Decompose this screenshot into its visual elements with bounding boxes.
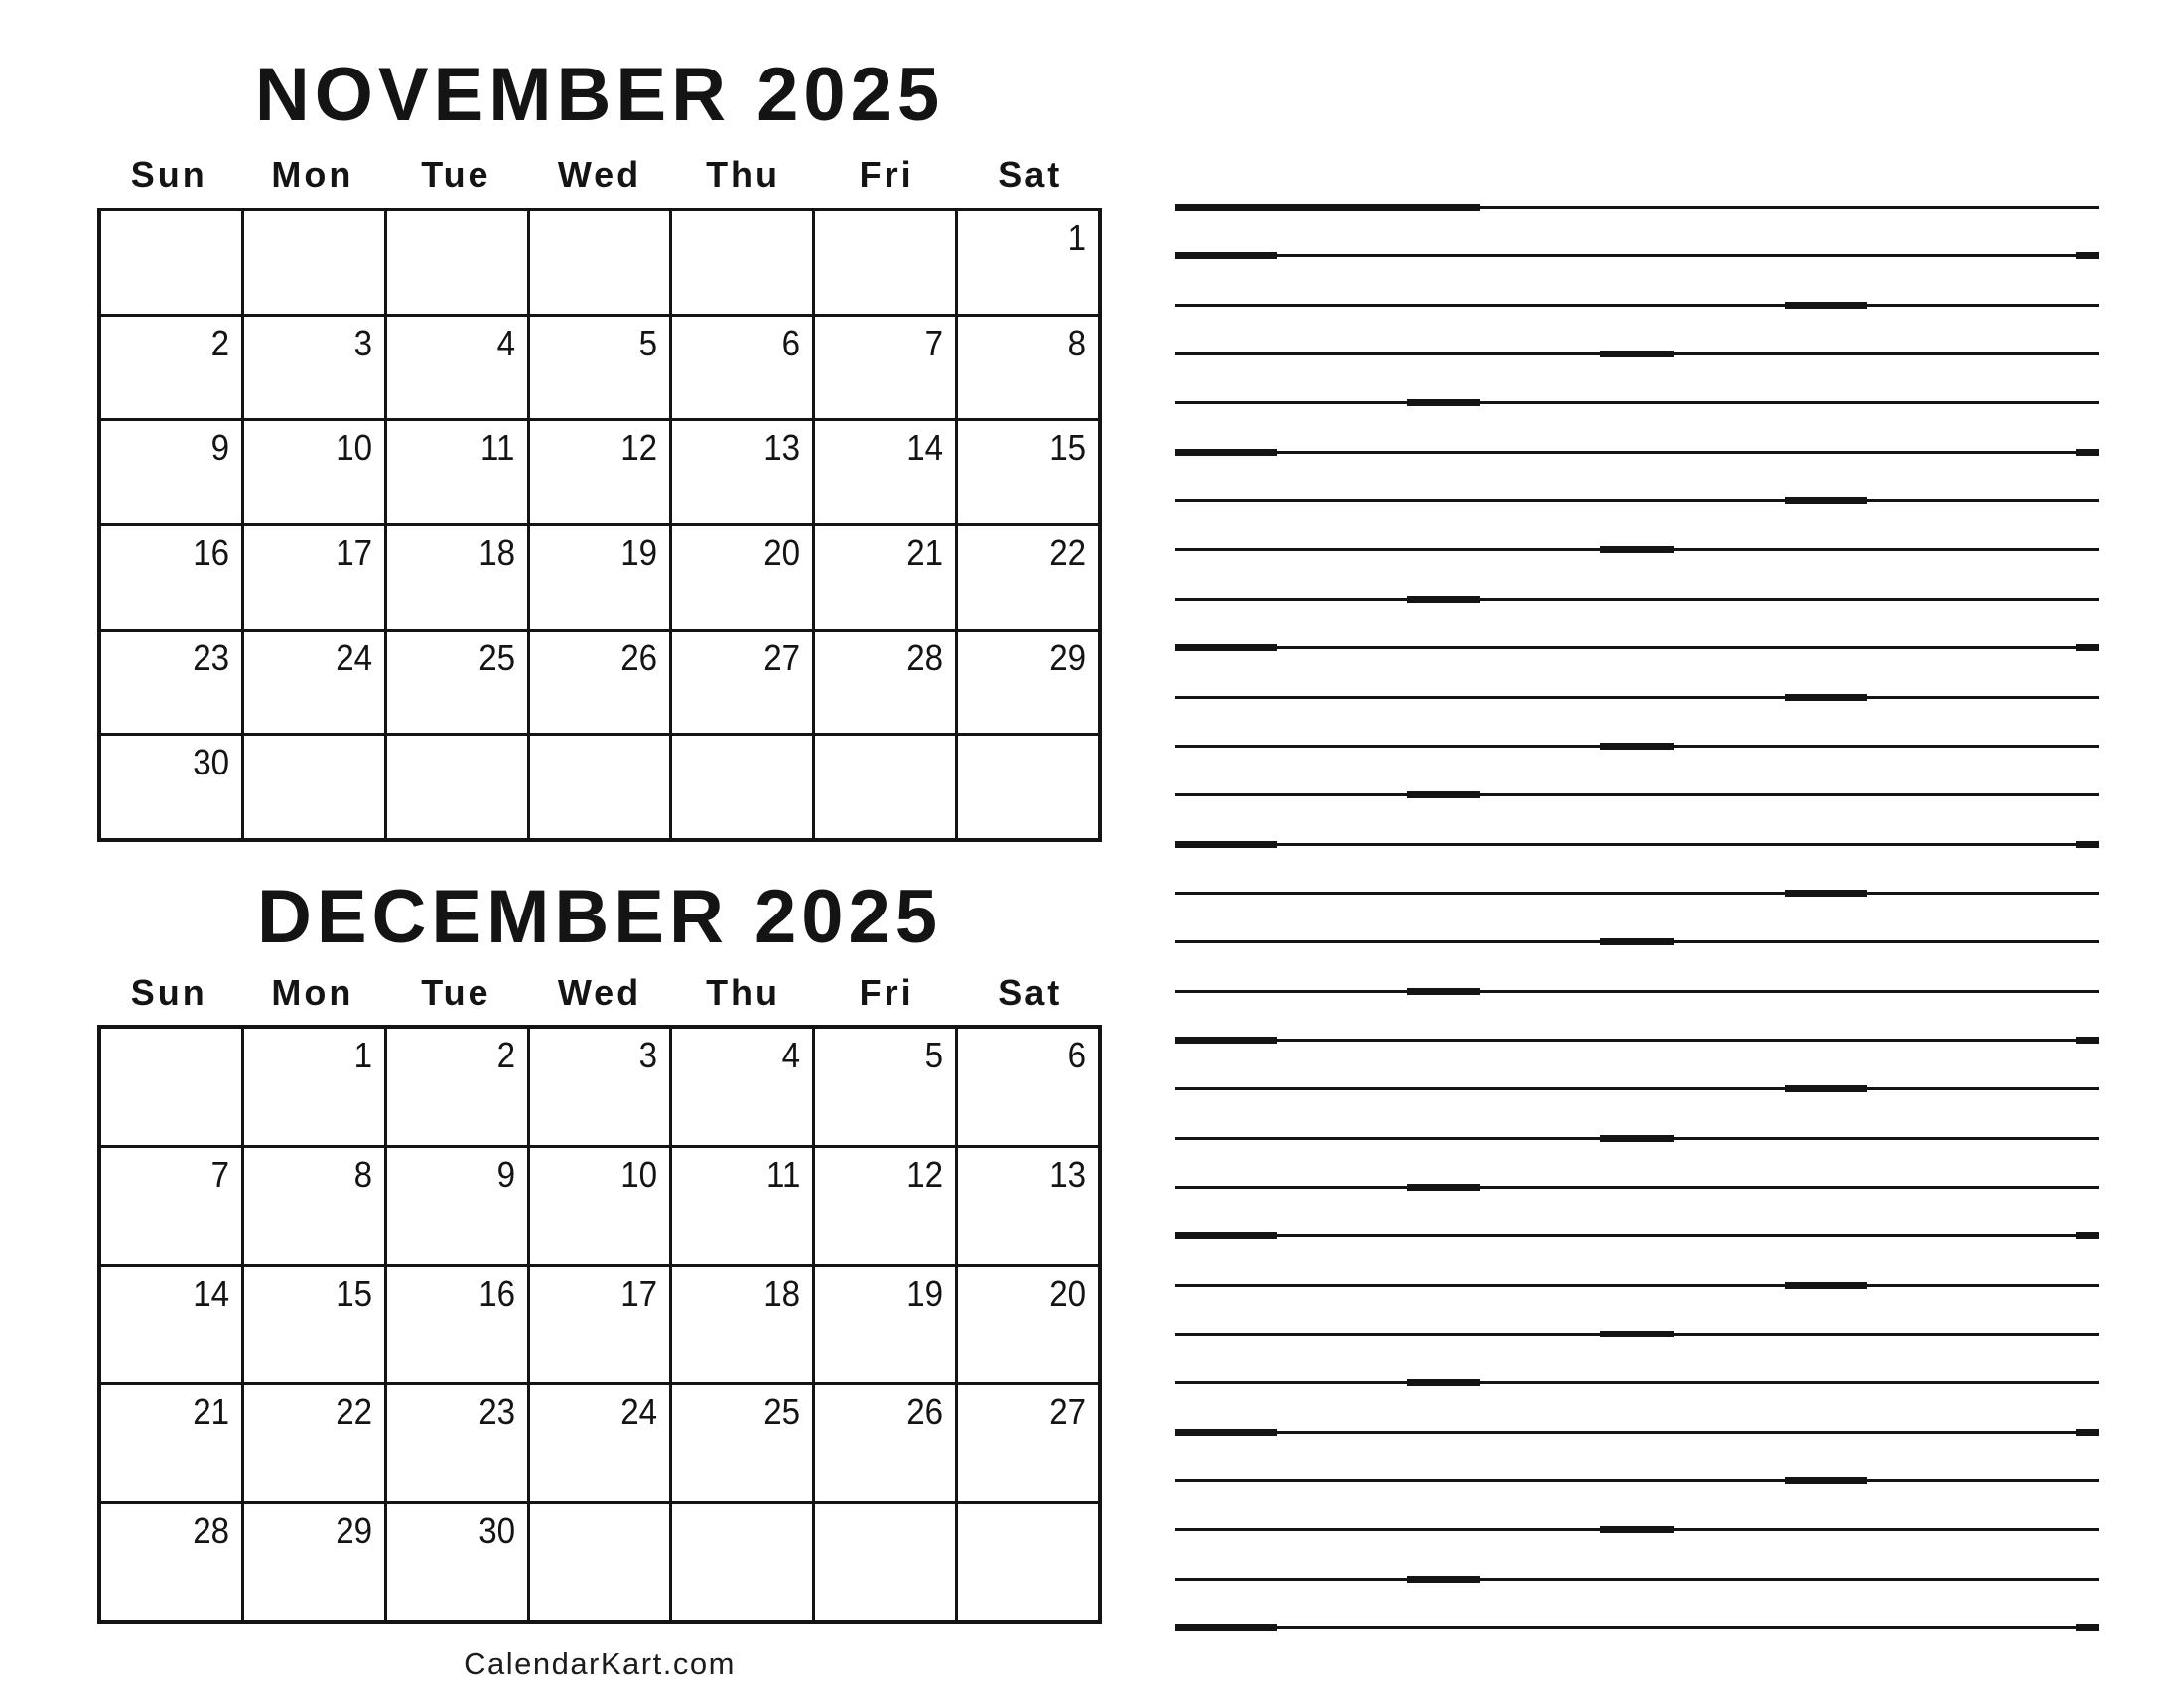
weekday-header-row bbox=[97, 155, 1102, 195]
day-cell bbox=[530, 1148, 670, 1264]
day-cell bbox=[387, 1148, 527, 1264]
day-cell bbox=[101, 526, 241, 629]
day-cell bbox=[101, 1504, 241, 1620]
day-cell bbox=[958, 632, 1098, 734]
day-number: 16 bbox=[478, 1272, 515, 1314]
note-line-thick-segment bbox=[1175, 1624, 1277, 1631]
note-line-thick-segment bbox=[1407, 399, 1480, 406]
day-cell bbox=[672, 317, 812, 419]
day-number: 17 bbox=[620, 1272, 658, 1314]
day-cell bbox=[958, 1267, 1098, 1383]
day-number: 29 bbox=[1049, 636, 1086, 678]
note-line-thick-segment bbox=[1175, 252, 1277, 259]
note-line-thick-segment bbox=[1407, 1184, 1480, 1191]
day-cell bbox=[815, 1385, 955, 1501]
day-cell-empty bbox=[815, 1504, 955, 1620]
note-line bbox=[1175, 206, 2099, 209]
day-cell bbox=[530, 1029, 670, 1145]
day-number: 10 bbox=[335, 427, 372, 469]
weekday-label-wed: Wed bbox=[557, 972, 642, 1013]
day-number: 19 bbox=[620, 531, 658, 573]
day-number: 26 bbox=[620, 636, 658, 678]
day-cell bbox=[244, 1148, 384, 1264]
note-line bbox=[1175, 940, 2099, 943]
day-number: 30 bbox=[478, 1510, 515, 1552]
day-cell bbox=[101, 1267, 241, 1383]
day-cell bbox=[244, 317, 384, 419]
weekday-label-fri: Fri bbox=[859, 154, 914, 195]
day-number: 30 bbox=[193, 742, 229, 783]
note-line bbox=[1175, 990, 2099, 993]
day-number: 11 bbox=[480, 427, 515, 469]
weekday-label-mon: Mon bbox=[271, 972, 354, 1013]
day-number: 9 bbox=[210, 427, 229, 469]
day-number: 24 bbox=[620, 1391, 658, 1433]
note-line-thick-segment bbox=[1600, 546, 1674, 553]
note-line bbox=[1175, 1234, 2099, 1237]
note-line bbox=[1175, 745, 2099, 748]
note-line-thick-segment bbox=[1175, 449, 1277, 456]
day-cell-empty bbox=[530, 1504, 670, 1620]
note-line-thick-segment bbox=[1600, 1135, 1674, 1142]
day-cell bbox=[958, 1385, 1098, 1501]
day-number: 28 bbox=[906, 636, 944, 678]
day-number: 23 bbox=[478, 1391, 515, 1433]
day-cell bbox=[958, 526, 1098, 629]
note-line bbox=[1175, 451, 2099, 454]
site-credit: CalendarKart.com bbox=[464, 1646, 736, 1681]
note-line bbox=[1175, 646, 2099, 649]
day-cell bbox=[815, 526, 955, 629]
day-cell bbox=[387, 526, 527, 629]
note-line bbox=[1175, 1137, 2099, 1140]
day-number: 5 bbox=[924, 1035, 944, 1075]
note-line bbox=[1175, 1528, 2099, 1531]
note-line-thick-segment bbox=[2076, 449, 2099, 456]
day-cell bbox=[958, 1029, 1098, 1145]
day-number: 14 bbox=[906, 427, 944, 469]
day-cell bbox=[101, 421, 241, 523]
day-cell bbox=[387, 632, 527, 734]
day-number: 12 bbox=[620, 427, 658, 469]
day-cell bbox=[387, 1504, 527, 1620]
weekday-label-sat: Sat bbox=[998, 972, 1063, 1013]
weekday-label-thu: Thu bbox=[706, 972, 781, 1013]
day-number: 18 bbox=[478, 531, 515, 573]
note-line-thick-segment bbox=[1175, 644, 1277, 651]
note-line bbox=[1175, 696, 2099, 699]
note-line bbox=[1175, 1333, 2099, 1336]
day-cell bbox=[387, 1385, 527, 1501]
note-line bbox=[1175, 548, 2099, 551]
day-cell bbox=[672, 526, 812, 629]
note-line bbox=[1175, 1284, 2099, 1287]
day-number: 7 bbox=[210, 1153, 229, 1195]
day-number: 15 bbox=[335, 1272, 372, 1314]
weekday-header-row bbox=[97, 973, 1102, 1013]
note-line-thick-segment bbox=[2076, 1429, 2099, 1436]
day-cell bbox=[672, 632, 812, 734]
note-line bbox=[1175, 304, 2099, 307]
note-line bbox=[1175, 401, 2099, 404]
day-cell bbox=[672, 1148, 812, 1264]
note-line-thick-segment bbox=[1785, 497, 1868, 504]
day-cell bbox=[101, 632, 241, 734]
day-number: 13 bbox=[763, 427, 801, 469]
note-line-thick-segment bbox=[1407, 1576, 1480, 1583]
note-line bbox=[1175, 1479, 2099, 1482]
day-cell bbox=[815, 1267, 955, 1383]
note-line-thick-segment bbox=[1600, 351, 1674, 357]
month-grid bbox=[97, 208, 1102, 842]
day-cell bbox=[387, 1029, 527, 1145]
day-cell bbox=[530, 1267, 670, 1383]
note-line-thick-segment bbox=[1785, 302, 1868, 309]
day-number: 2 bbox=[210, 322, 229, 363]
day-cell bbox=[672, 1267, 812, 1383]
day-number: 27 bbox=[1049, 1391, 1086, 1433]
day-cell bbox=[530, 317, 670, 419]
note-line bbox=[1175, 892, 2099, 895]
note-line bbox=[1175, 1039, 2099, 1042]
day-number: 4 bbox=[781, 1035, 801, 1075]
day-cell bbox=[815, 317, 955, 419]
note-line-thick-segment bbox=[1785, 1282, 1868, 1289]
day-cell bbox=[958, 1148, 1098, 1264]
day-number: 25 bbox=[763, 1391, 801, 1433]
day-cell bbox=[387, 421, 527, 523]
day-cell bbox=[101, 317, 241, 419]
day-number: 8 bbox=[353, 1153, 372, 1195]
note-line bbox=[1175, 1381, 2099, 1384]
note-line-thick-segment bbox=[1785, 890, 1868, 897]
day-cell bbox=[530, 632, 670, 734]
day-number: 22 bbox=[335, 1391, 372, 1433]
weekday-label-mon: Mon bbox=[271, 154, 354, 195]
day-cell bbox=[244, 1385, 384, 1501]
day-number: 18 bbox=[763, 1272, 801, 1314]
day-number: 4 bbox=[496, 322, 515, 363]
day-cell bbox=[101, 1385, 241, 1501]
weekday-label-fri: Fri bbox=[859, 972, 914, 1013]
day-number: 1 bbox=[1067, 217, 1086, 258]
day-cell-empty bbox=[387, 736, 527, 838]
day-cell bbox=[387, 317, 527, 419]
day-number: 9 bbox=[496, 1153, 515, 1195]
day-number: 11 bbox=[765, 1153, 801, 1195]
day-number: 25 bbox=[478, 636, 515, 678]
note-line bbox=[1175, 1578, 2099, 1581]
day-cell bbox=[958, 421, 1098, 523]
note-line-thick-segment bbox=[1175, 1232, 1277, 1239]
day-number: 22 bbox=[1049, 531, 1086, 573]
note-line bbox=[1175, 254, 2099, 257]
note-line bbox=[1175, 1186, 2099, 1189]
note-line-thick-segment bbox=[1175, 204, 1480, 211]
day-number: 5 bbox=[638, 322, 658, 363]
day-cell-empty bbox=[958, 1504, 1098, 1620]
day-cell bbox=[530, 421, 670, 523]
day-cell-empty bbox=[530, 736, 670, 838]
note-line-thick-segment bbox=[2076, 1037, 2099, 1044]
day-number: 26 bbox=[906, 1391, 944, 1433]
day-number: 28 bbox=[193, 1510, 229, 1552]
note-line-thick-segment bbox=[1407, 988, 1480, 995]
day-cell bbox=[672, 421, 812, 523]
day-number: 12 bbox=[906, 1153, 944, 1195]
note-line-thick-segment bbox=[1407, 1379, 1480, 1386]
day-cell-empty bbox=[815, 736, 955, 838]
weekday-label-thu: Thu bbox=[706, 154, 781, 195]
day-cell-empty bbox=[101, 211, 241, 314]
day-cell bbox=[958, 211, 1098, 314]
day-cell-empty bbox=[672, 1504, 812, 1620]
note-line bbox=[1175, 1431, 2099, 1434]
day-cell-empty bbox=[101, 1029, 241, 1145]
day-cell bbox=[244, 1504, 384, 1620]
day-cell bbox=[815, 1148, 955, 1264]
day-number: 19 bbox=[906, 1272, 944, 1314]
day-cell bbox=[815, 1029, 955, 1145]
note-line bbox=[1175, 793, 2099, 796]
day-number: 20 bbox=[1049, 1272, 1086, 1314]
day-number: 20 bbox=[763, 531, 801, 573]
note-line-thick-segment bbox=[1600, 938, 1674, 945]
weekday-label-sat: Sat bbox=[998, 154, 1063, 195]
day-cell bbox=[101, 1148, 241, 1264]
day-cell-empty bbox=[387, 211, 527, 314]
note-line bbox=[1175, 499, 2099, 502]
day-cell bbox=[244, 526, 384, 629]
day-number: 17 bbox=[335, 531, 372, 573]
notes-lines-area bbox=[1175, 0, 2099, 1688]
note-line-thick-segment bbox=[1600, 1526, 1674, 1533]
note-line bbox=[1175, 843, 2099, 846]
day-number: 15 bbox=[1049, 427, 1086, 469]
day-cell bbox=[530, 1385, 670, 1501]
month-title: NOVEMBER 2025 bbox=[254, 53, 945, 137]
day-number: 1 bbox=[353, 1035, 372, 1075]
day-cell bbox=[244, 1029, 384, 1145]
weekday-label-tue: Tue bbox=[421, 154, 491, 195]
day-cell-empty bbox=[672, 211, 812, 314]
day-cell-empty bbox=[244, 211, 384, 314]
note-line-thick-segment bbox=[1175, 1037, 1277, 1044]
day-number: 8 bbox=[1067, 322, 1086, 363]
day-number: 3 bbox=[353, 322, 372, 363]
day-number: 2 bbox=[496, 1035, 515, 1075]
weekday-label-sun: Sun bbox=[130, 972, 207, 1013]
day-number: 21 bbox=[193, 1391, 229, 1433]
day-number: 10 bbox=[620, 1153, 658, 1195]
day-number: 16 bbox=[193, 531, 229, 573]
note-line-thick-segment bbox=[1407, 791, 1480, 798]
note-line bbox=[1175, 1626, 2099, 1629]
note-line-thick-segment bbox=[2076, 252, 2099, 259]
day-cell bbox=[244, 1267, 384, 1383]
day-cell bbox=[815, 632, 955, 734]
day-cell-empty bbox=[244, 736, 384, 838]
day-cell bbox=[244, 632, 384, 734]
day-number: 7 bbox=[924, 322, 944, 363]
month-title: DECEMBER 2025 bbox=[256, 875, 943, 959]
note-line-thick-segment bbox=[1785, 1085, 1868, 1092]
day-number: 27 bbox=[763, 636, 801, 678]
note-line-thick-segment bbox=[2076, 841, 2099, 848]
note-line-thick-segment bbox=[1785, 1477, 1868, 1484]
note-line-thick-segment bbox=[1600, 743, 1674, 750]
day-number: 24 bbox=[335, 636, 372, 678]
weekday-label-tue: Tue bbox=[421, 972, 491, 1013]
weekday-label-wed: Wed bbox=[557, 154, 642, 195]
weekday-label-sun: Sun bbox=[130, 154, 207, 195]
note-line-thick-segment bbox=[1600, 1331, 1674, 1337]
day-cell bbox=[387, 1267, 527, 1383]
day-number: 13 bbox=[1049, 1153, 1086, 1195]
day-cell bbox=[672, 1029, 812, 1145]
day-number: 6 bbox=[781, 322, 801, 363]
day-number: 14 bbox=[193, 1272, 229, 1314]
note-line bbox=[1175, 598, 2099, 601]
note-line-thick-segment bbox=[2076, 644, 2099, 651]
day-cell bbox=[101, 736, 241, 838]
note-line-thick-segment bbox=[1785, 694, 1868, 701]
day-cell bbox=[815, 421, 955, 523]
note-line-thick-segment bbox=[1175, 841, 1277, 848]
day-cell-empty bbox=[815, 211, 955, 314]
note-line bbox=[1175, 352, 2099, 355]
day-cell-empty bbox=[530, 211, 670, 314]
note-line-thick-segment bbox=[2076, 1624, 2099, 1631]
day-number: 3 bbox=[638, 1035, 658, 1075]
note-line bbox=[1175, 1087, 2099, 1090]
day-cell-empty bbox=[672, 736, 812, 838]
day-number: 21 bbox=[906, 531, 944, 573]
note-line-thick-segment bbox=[1407, 596, 1480, 603]
day-number: 29 bbox=[335, 1510, 372, 1552]
note-line-thick-segment bbox=[2076, 1232, 2099, 1239]
day-number: 23 bbox=[193, 636, 229, 678]
day-cell bbox=[530, 526, 670, 629]
note-line-thick-segment bbox=[1175, 1429, 1277, 1436]
day-cell-empty bbox=[958, 736, 1098, 838]
day-cell bbox=[672, 1385, 812, 1501]
day-number: 6 bbox=[1067, 1035, 1086, 1075]
day-cell bbox=[958, 317, 1098, 419]
month-grid bbox=[97, 1025, 1102, 1624]
day-cell bbox=[244, 421, 384, 523]
